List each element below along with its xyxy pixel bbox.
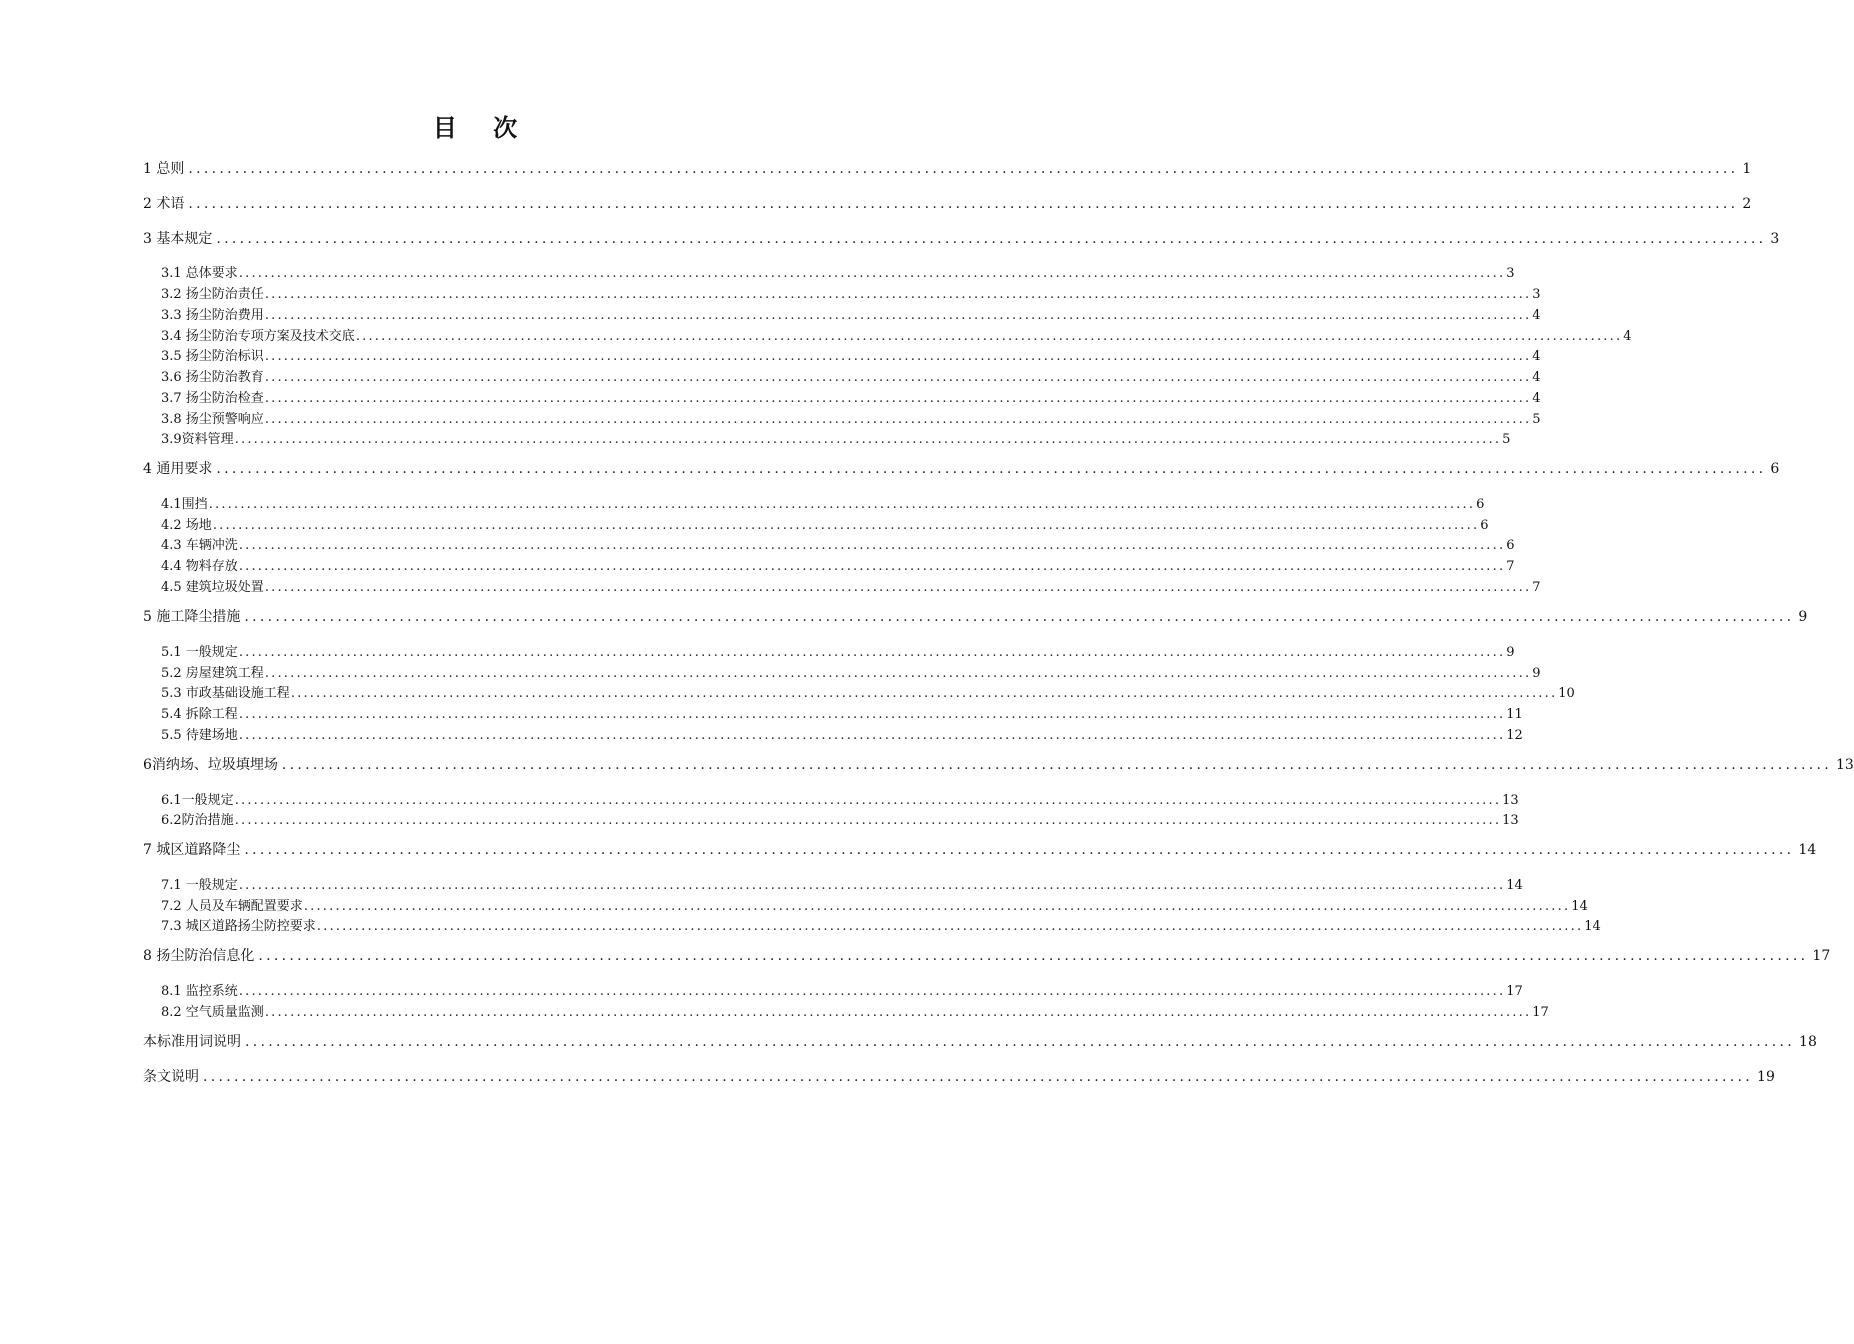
toc-dot-leader: ........................................................................................................................................................................................................ (264, 412, 1532, 427)
toc-entry-label: 6.1一般规定 (161, 793, 234, 808)
toc-entry (143, 606, 1808, 626)
toc-dot-leader: ........................................................................................................................................................................................................ (203, 1069, 1754, 1085)
toc-entry-page-number: 9 (1798, 609, 1808, 625)
toc-entry (161, 408, 1541, 427)
toc-entry-page-number: 4 (1532, 391, 1541, 406)
toc-entry-label: 3.6 扬尘防治教育 (161, 370, 264, 385)
toc-entry (161, 387, 1541, 406)
toc-dot-leader: ........................................................................................................................................................................................................ (234, 793, 1502, 808)
toc-entry-page-number: 6 (1476, 497, 1485, 512)
toc-entry (161, 703, 1523, 722)
toc-dot-leader: ........................................................................................................................................................................................................ (244, 609, 1795, 625)
toc-entry-label: 3.7 扬尘防治检查 (161, 391, 264, 406)
toc-dot-leader: ........................................................................................................................................................................................................ (264, 308, 1532, 323)
toc-entry-label: 8.1 监控系统 (161, 984, 238, 999)
toc-entry-page-number: 12 (1506, 728, 1523, 743)
toc-entry-label: 4.4 物料存放 (161, 559, 238, 574)
toc-dot-leader: ........................................................................................................................................................................................................ (238, 538, 1506, 553)
toc-entry-page-number: 6 (1770, 461, 1780, 477)
toc-dot-leader: ........................................................................................................................................................................................................ (244, 842, 1795, 858)
toc-dot-leader: ........................................................................................................................................................................................................ (238, 266, 1506, 281)
toc-entry (161, 493, 1485, 512)
toc-entry-page-number: 3 (1770, 231, 1780, 247)
toc-dot-leader: ........................................................................................................................................................................................................ (264, 287, 1532, 302)
toc-entry (143, 839, 1817, 859)
toc-entry-page-number: 14 (1584, 919, 1601, 934)
toc-dot-leader: ........................................................................................................................................................................................................ (238, 559, 1506, 574)
toc-dot-leader: ........................................................................................................................................................................................................ (238, 984, 1506, 999)
toc-entry-label: 3.5 扬尘防治标识 (161, 349, 264, 364)
toc-entry-page-number: 19 (1757, 1069, 1775, 1085)
toc-entry-page-number: 6 (1506, 538, 1515, 553)
toc-entry (161, 1001, 1549, 1020)
toc-dot-leader: ........................................................................................................................................................................................................ (264, 1005, 1532, 1020)
toc-entry (143, 945, 1831, 965)
toc-entry-page-number: 6 (1480, 518, 1489, 533)
toc-dot-leader: ........................................................................................................................................................................................................ (238, 645, 1506, 660)
toc-entry-page-number: 4 (1532, 370, 1541, 385)
toc-entry-page-number: 7 (1506, 559, 1515, 574)
toc-entry (161, 366, 1541, 385)
toc-entry-label: 3.9资料管理 (161, 432, 234, 447)
toc-entry-label: 4.2 场地 (161, 518, 212, 533)
toc-entry (161, 534, 1515, 553)
toc-entry (161, 662, 1541, 681)
toc-entry (143, 1066, 1775, 1086)
toc-entry (161, 514, 1489, 533)
toc-dot-leader: ........................................................................................................................................................................................................ (216, 461, 1767, 477)
toc-entry (161, 345, 1541, 364)
toc-entry (161, 980, 1523, 999)
toc-dot-leader: ........................................................................................................................................................................................................ (208, 497, 1476, 512)
toc-entry-label: 6.2防治措施 (161, 813, 234, 828)
toc-entry (161, 789, 1519, 808)
toc-entry-page-number: 17 (1812, 948, 1831, 964)
toc-entry-label: 3.1 总体要求 (161, 266, 238, 281)
toc-dot-leader: ........................................................................................................................................................................................................ (264, 370, 1532, 385)
toc-entry (143, 754, 1854, 774)
toc-entry-label: 3.3 扬尘防治费用 (161, 308, 264, 323)
toc-dot-leader: ........................................................................................................................................................................................................ (264, 666, 1532, 681)
toc-entry (161, 809, 1519, 828)
toc-entry-label: 3.8 扬尘预警响应 (161, 412, 264, 427)
toc-entry-page-number: 13 (1835, 757, 1854, 773)
toc-entry (161, 895, 1588, 914)
toc-dot-leader: ........................................................................................................................................................................................................ (238, 728, 1506, 743)
toc-entry-label: 5.4 拆除工程 (161, 707, 238, 722)
toc-entry (143, 458, 1780, 478)
toc-entry-label: 本标准用词说明 (143, 1034, 241, 1050)
toc-dot-leader: ........................................................................................................................................................................................................ (258, 948, 1809, 964)
toc-entry (161, 874, 1523, 893)
toc-entry-label: 3.4 扬尘防治专项方案及技术交底 (161, 329, 355, 344)
page-title: 目 次 (432, 114, 532, 142)
toc-dot-leader: ........................................................................................................................................................................................................ (264, 580, 1532, 595)
toc-dot-leader: ........................................................................................................................................................................................................ (281, 757, 1832, 773)
toc-dot-leader: ........................................................................................................................................................................................................ (238, 878, 1506, 893)
toc-entry-page-number: 14 (1506, 878, 1523, 893)
toc-dot-leader: ........................................................................................................................................................................................................ (212, 518, 1480, 533)
toc-entry-page-number: 4 (1532, 349, 1541, 364)
toc-entry-label: 4.1围挡 (161, 497, 208, 512)
toc-entry (143, 228, 1780, 248)
toc-entry-page-number: 7 (1532, 580, 1541, 595)
toc-dot-leader: ........................................................................................................................................................................................................ (216, 231, 1767, 247)
toc-entry (161, 428, 1511, 447)
toc-dot-leader: ........................................................................................................................................................................................................ (234, 432, 1502, 447)
toc-entry-page-number: 9 (1532, 666, 1541, 681)
toc-entry-page-number: 10 (1558, 686, 1575, 701)
toc-entry-label: 3 基本规定 (143, 231, 213, 247)
toc-entry (161, 304, 1541, 323)
toc-dot-leader: ........................................................................................................................................................................................................ (234, 813, 1502, 828)
toc-dot-leader: ........................................................................................................................................................................................................ (303, 899, 1571, 914)
toc-entry-label: 4.5 建筑垃圾处置 (161, 580, 264, 595)
toc-entry-page-number: 11 (1506, 707, 1523, 722)
toc-entry-page-number: 5 (1502, 432, 1511, 447)
toc-entry-label: 5.1 一般规定 (161, 645, 238, 660)
toc-entry (143, 193, 1752, 213)
toc-entry-page-number: 14 (1571, 899, 1588, 914)
toc-entry-label: 5.2 房屋建筑工程 (161, 666, 264, 681)
toc-entry-page-number: 5 (1532, 412, 1541, 427)
toc-entry-label: 8.2 空气质量监测 (161, 1005, 264, 1020)
toc-entry-label: 5.5 待建场地 (161, 728, 238, 743)
toc-entry-page-number: 18 (1799, 1034, 1817, 1050)
toc-entry-label: 4.3 车辆冲洗 (161, 538, 238, 553)
toc-entry-page-number: 13 (1502, 793, 1519, 808)
toc-entry (161, 283, 1541, 302)
toc-entry-label: 4 通用要求 (143, 461, 213, 477)
toc-entry-label: 2 术语 (143, 196, 185, 212)
toc-dot-leader: ........................................................................................................................................................................................................ (264, 349, 1532, 364)
toc-entry-label: 8 扬尘防治信息化 (143, 948, 255, 964)
toc-entry (161, 576, 1541, 595)
toc-dot-leader: ........................................................................................................................................................................................................ (290, 686, 1558, 701)
toc-entry-page-number: 3 (1506, 266, 1515, 281)
toc-dot-leader: ........................................................................................................................................................................................................ (245, 1034, 1796, 1050)
toc-entry (161, 641, 1515, 660)
toc-dot-leader: ........................................................................................................................................................................................................ (316, 919, 1584, 934)
toc-entry-page-number: 2 (1742, 196, 1752, 212)
toc-entry-page-number: 3 (1532, 287, 1541, 302)
toc-dot-leader: ........................................................................................................................................................................................................ (188, 196, 1739, 212)
toc-entry-label: 5.3 市政基础设施工程 (161, 686, 290, 701)
toc-entry-page-number: 4 (1623, 329, 1632, 344)
toc-entry (143, 1031, 1817, 1051)
toc-entry-page-number: 1 (1742, 161, 1752, 177)
toc-entry-label: 1 总则 (143, 161, 185, 177)
toc-entry-label: 6消纳场、垃圾填埋场 (143, 757, 278, 773)
toc-entry (161, 915, 1601, 934)
toc-entry-label: 7 城区道路降尘 (143, 842, 241, 858)
toc-entry (161, 682, 1575, 701)
toc-entry-page-number: 13 (1502, 813, 1519, 828)
toc-entry-label: 7.2 人员及车辆配置要求 (161, 899, 303, 914)
toc-entry-label: 5 施工降尘措施 (143, 609, 241, 625)
toc-entry (161, 555, 1515, 574)
toc-entry-label: 7.1 一般规定 (161, 878, 238, 893)
toc-entry-page-number: 9 (1506, 645, 1515, 660)
toc-entry (161, 724, 1523, 743)
toc-entry (161, 325, 1632, 344)
toc-entry-label: 7.3 城区道路扬尘防控要求 (161, 919, 316, 934)
toc-dot-leader: ........................................................................................................................................................................................................ (264, 391, 1532, 406)
toc-dot-leader: ........................................................................................................................................................................................................ (188, 161, 1739, 177)
toc-entry-page-number: 4 (1532, 308, 1541, 323)
toc-entry-label: 条文说明 (143, 1069, 199, 1085)
toc-entry-label: 3.2 扬尘防治责任 (161, 287, 264, 302)
toc-entry (161, 262, 1515, 281)
toc-entry (143, 158, 1752, 178)
toc-entry-page-number: 17 (1506, 984, 1523, 999)
toc-dot-leader: ........................................................................................................................................................................................................ (355, 329, 1623, 344)
toc-entry-page-number: 14 (1798, 842, 1817, 858)
toc-entry-page-number: 17 (1532, 1005, 1549, 1020)
toc-dot-leader: ........................................................................................................................................................................................................ (238, 707, 1506, 722)
